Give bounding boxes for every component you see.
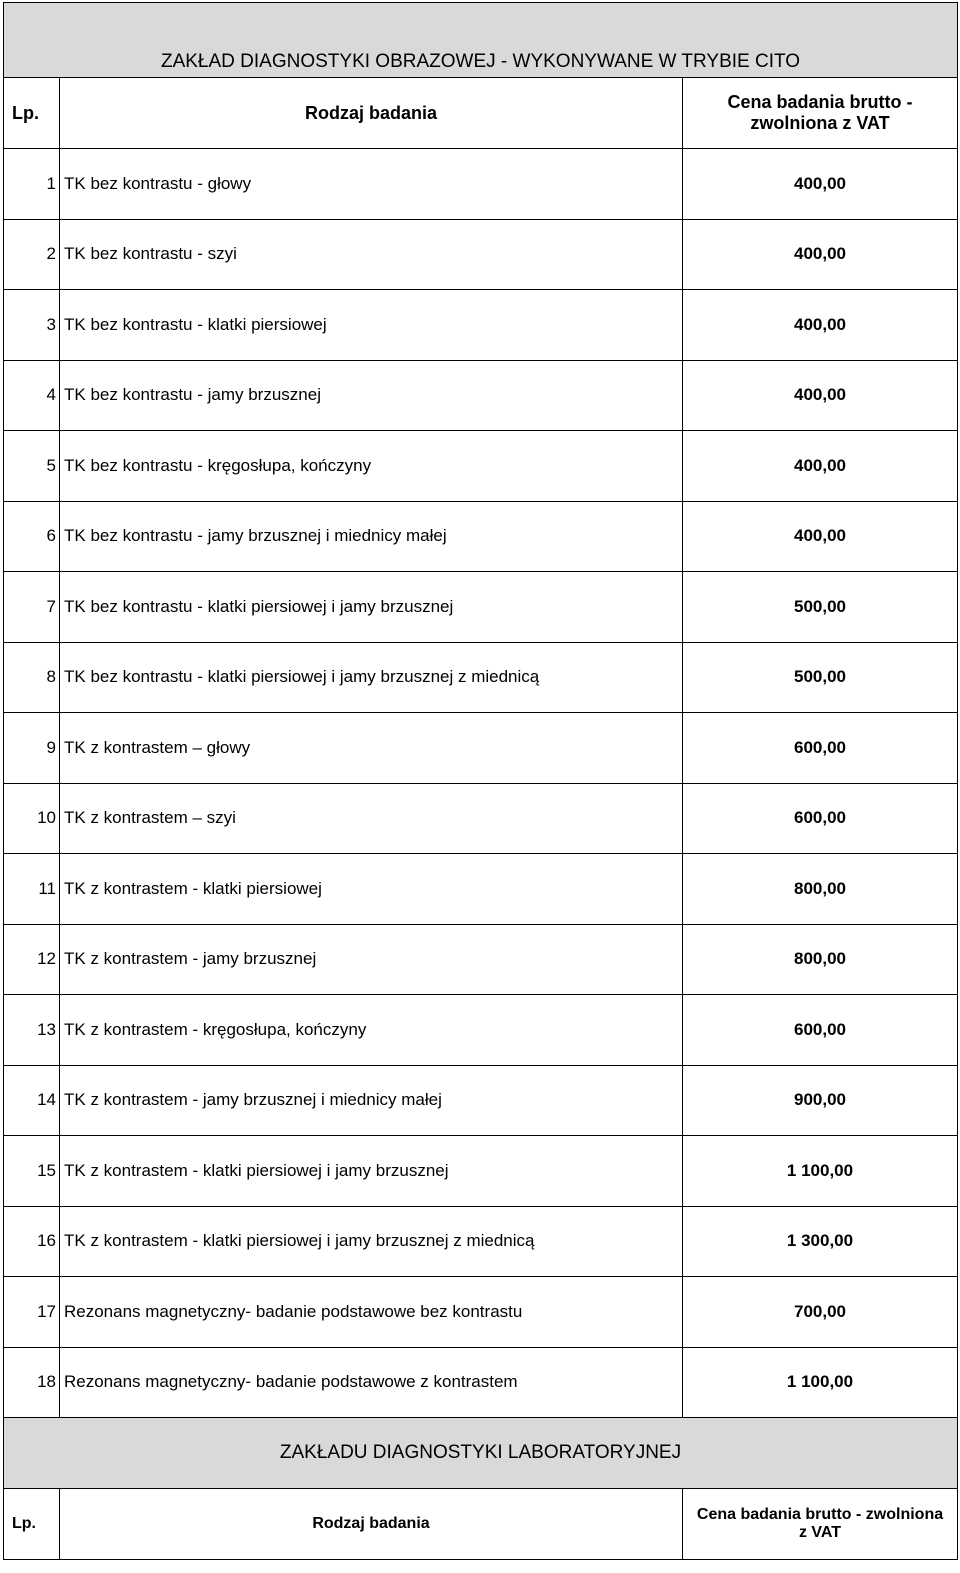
row-price: 600,00 [683,713,958,784]
row-lp: 15 [4,1136,60,1207]
table-header-row-laboratory [4,1489,958,1560]
row-exam-name: TK bez kontrastu - szyi [60,219,683,290]
row-exam-name: TK bez kontrastu - klatki piersiowej i jamy brzusznej z miednicą [60,642,683,713]
row-price: 1 100,00 [683,1347,958,1418]
row-exam-name: TK bez kontrastu - kręgosłupa, kończyny [60,431,683,502]
table-row [4,1277,958,1348]
row-lp: 14 [4,1065,60,1136]
table-row [4,149,958,220]
row-lp: 7 [4,572,60,643]
row-price: 1 100,00 [683,1136,958,1207]
row-exam-name: TK z kontrastem - jamy brzusznej i miednicy małej [60,1065,683,1136]
row-lp: 9 [4,713,60,784]
row-exam-name: TK z kontrastem – głowy [60,713,683,784]
header-cena-line2: z VAT [798,1524,842,1541]
row-price: 400,00 [683,149,958,220]
row-price: 400,00 [683,431,958,502]
row-price: 700,00 [683,1277,958,1348]
table-row [4,1206,958,1277]
header-cena-line1: Cena badania brutto - [727,92,913,112]
row-lp: 11 [4,854,60,925]
row-exam-name: TK z kontrastem - klatki piersiowej i jamy brzusznej [60,1136,683,1207]
table-row [4,924,958,995]
row-lp: 13 [4,995,60,1066]
section-title-row-laboratory [4,1418,958,1489]
row-price: 800,00 [683,854,958,925]
row-exam-name: TK z kontrastem – szyi [60,783,683,854]
row-price: 1 300,00 [683,1206,958,1277]
table-row [4,1347,958,1418]
row-price: 600,00 [683,995,958,1066]
row-exam-name: TK bez kontrastu - jamy brzusznej i miednicy małej [60,501,683,572]
row-price: 800,00 [683,924,958,995]
section-title-imaging: ZAKŁAD DIAGNOSTYKI OBRAZOWEJ - WYKONYWANE W TRYBIE CITO [4,3,958,78]
price-table [3,2,958,1560]
header-rodzaj-badania: Rodzaj badania [60,1489,683,1560]
row-exam-name: TK z kontrastem - jamy brzusznej [60,924,683,995]
row-price: 400,00 [683,290,958,361]
table-row [4,431,958,502]
header-cena [683,1489,958,1560]
row-price: 400,00 [683,219,958,290]
row-exam-name: TK z kontrastem - klatki piersiowej i jamy brzusznej z miednicą [60,1206,683,1277]
header-lp: Lp. [4,1489,60,1560]
table-row [4,854,958,925]
header-cena-line1: Cena badania brutto - zwolniona [696,1506,944,1523]
header-cena [683,78,958,149]
header-cena-line2: zwolniona z VAT [750,113,890,133]
row-price: 400,00 [683,501,958,572]
row-price: 400,00 [683,360,958,431]
row-exam-name: Rezonans magnetyczny- badanie podstawowe bez kontrastu [60,1277,683,1348]
table-row [4,1136,958,1207]
table-row [4,1065,958,1136]
header-lp: Lp. [4,78,60,149]
table-header-row [4,78,958,149]
row-price: 500,00 [683,642,958,713]
row-exam-name: Rezonans magnetyczny- badanie podstawowe z kontrastem [60,1347,683,1418]
header-rodzaj-badania: Rodzaj badania [60,78,683,149]
row-lp: 1 [4,149,60,220]
table-row [4,783,958,854]
table-row [4,501,958,572]
row-lp: 16 [4,1206,60,1277]
row-exam-name: TK z kontrastem - kręgosłupa, kończyny [60,995,683,1066]
row-lp: 4 [4,360,60,431]
row-lp: 8 [4,642,60,713]
table-row [4,642,958,713]
row-lp: 2 [4,219,60,290]
table-row [4,219,958,290]
row-lp: 18 [4,1347,60,1418]
table-row [4,713,958,784]
row-exam-name: TK bez kontrastu - głowy [60,149,683,220]
table-row [4,572,958,643]
row-exam-name: TK bez kontrastu - klatki piersiowej [60,290,683,361]
table-row [4,290,958,361]
row-lp: 6 [4,501,60,572]
row-lp: 5 [4,431,60,502]
row-exam-name: TK z kontrastem - klatki piersiowej [60,854,683,925]
section-title-row-imaging [4,3,958,78]
row-lp: 10 [4,783,60,854]
row-lp: 17 [4,1277,60,1348]
table-row [4,360,958,431]
section-title-laboratory: ZAKŁADU DIAGNOSTYKI LABORATORYJNEJ [4,1418,958,1489]
price-list-sheet [3,2,957,1560]
row-lp: 12 [4,924,60,995]
row-lp: 3 [4,290,60,361]
row-price: 600,00 [683,783,958,854]
row-exam-name: TK bez kontrastu - jamy brzusznej [60,360,683,431]
table-row [4,995,958,1066]
row-price: 900,00 [683,1065,958,1136]
row-exam-name: TK bez kontrastu - klatki piersiowej i jamy brzusznej [60,572,683,643]
row-price: 500,00 [683,572,958,643]
